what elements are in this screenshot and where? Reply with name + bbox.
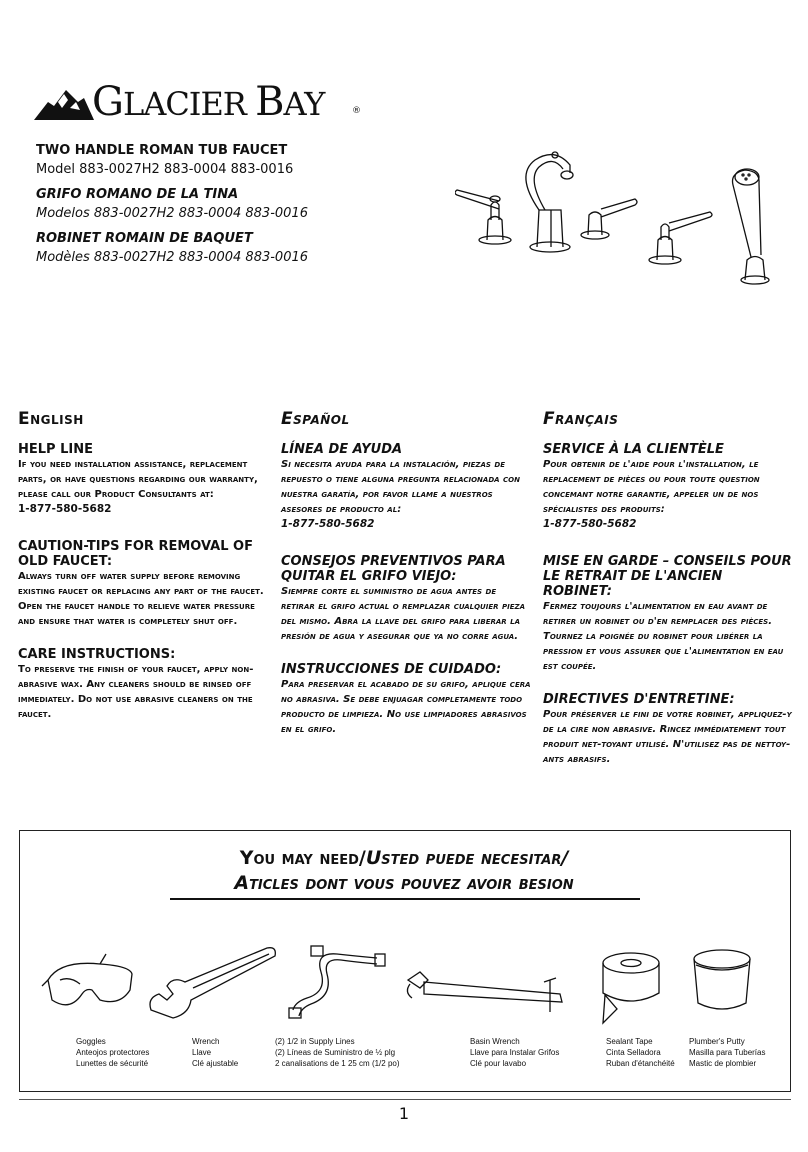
language-heading: English — [18, 409, 84, 429]
section-title: INSTRUCCIONES DE CUIDADO: — [281, 662, 502, 677]
language-heading: Français — [543, 409, 619, 429]
section-title: CAUTION-TIPS FOR REMOVAL OF OLD FAUCET: — [18, 539, 253, 569]
tool-caption-wrench: Wrench Llave Clé ajustable — [192, 1037, 239, 1068]
tools-title-line2: Aticles dont vous pouvez avoir besion — [234, 872, 574, 894]
column-spanish — [281, 408, 531, 737]
title-french: ROBINET ROMAIN DE BAQUET — [36, 231, 253, 246]
column-french — [543, 408, 793, 767]
mountain-logo-icon — [34, 88, 94, 120]
section-title: SERVICE À LA CLIENTÈLE — [543, 442, 724, 457]
section-title: CARE INSTRUCTIONS: — [18, 647, 176, 662]
sealant-tape-icon — [595, 945, 670, 1030]
section-body: Pour préserver le fini de votre robinet, appliquez-y de la cire non abrasive. Rincez immédiatement tout produit net-toyant utilisé. N'utilisez pas de nettoy-ants abrasifs. — [543, 709, 792, 765]
language-heading: Español — [281, 409, 350, 429]
tool-caption-supply-lines: (2) 1/2 in Supply Lines (2) Líneas de Suministro de ½ plg 2 canalisations de 1 25 cm (1/2 po) — [275, 1037, 400, 1068]
title-english: TWO HANDLE ROMAN TUB FAUCET — [36, 143, 288, 158]
tool-caption-goggles: Goggles Anteojos protectores Lunettes de sécurité — [76, 1037, 150, 1068]
basin-wrench-icon — [400, 958, 580, 1018]
model-french: Modèles 883-0027H2 883-0004 883-0016 — [36, 250, 309, 265]
model-english: Model 883-0027H2 883-0004 883-0016 — [36, 162, 294, 177]
plumbers-putty-icon — [688, 945, 758, 1030]
phone-number: 1-877-580-5682 — [543, 518, 637, 530]
faucet-illustration — [455, 135, 795, 295]
tool-caption-sealant-tape: Sealant Tape Cinta Selladora Ruban d'étanchéité — [606, 1037, 675, 1068]
section-title: LÍNEA DE AYUDA — [281, 442, 403, 457]
registered-mark: ® — [352, 106, 361, 116]
column-english — [18, 408, 268, 722]
tool-caption-plumbers-putty: Plumber's Putty Masilla para Tuberías Mastic de plombier — [689, 1037, 766, 1068]
section-title: MISE EN GARDE – CONSEILS POUR LE RETRAIT DE L'ANCIEN ROBINET: — [543, 554, 792, 599]
model-spanish: Modelos 883-0027H2 883-0004 883-0016 — [36, 206, 308, 221]
section-body: Always turn off water supply before removing existing faucet or replacing any part of the faucet. Open the faucet handle to relieve water pressure and ensure that water is completely shut off. — [18, 571, 264, 627]
section-title: DIRECTIVES D'ENTRETINE: — [543, 692, 735, 707]
tools-title-line1: You may need/Usted puede necesitar/ — [239, 847, 569, 869]
section-body: Si necesita ayuda para la instalación, piezas de repuesto o tiene alguna pregunta relacionada con nuestra garatía, por favor llame a nuestros asesores de producto al: — [281, 459, 520, 515]
phone-number: 1-877-580-5682 — [18, 503, 112, 515]
title-spanish: GRIFO ROMANO DE LA TINA — [36, 187, 239, 202]
section-body: Para preservar el acabado de su grifo, aplique cera no abrasiva. Se debe enjuagar completamente todo producto de limpieza. No use limpiadores abrasivos en el grifo. — [281, 679, 531, 735]
brand-wordmark: GLACIER BAY — [92, 79, 325, 125]
section-body: Pour obtenir de l'aide pour l'installation, le replacement de pièces ou pour toute question concemant notre garantie, appeler un de nos spécialistes des produits: — [543, 459, 760, 515]
phone-number: 1-877-580-5682 — [281, 518, 375, 530]
page-number: 1 — [398, 1104, 410, 1123]
footer-rule — [19, 1099, 791, 1100]
goggles-icon — [40, 950, 140, 1020]
section-body: Siempre corte el suministro de agua antes de retirar el grifo actual o remplazar cualquier pieza del mismo. Abra la llave del grifo para liberar la presión de agua y asegurar que ya no corre agua. — [281, 586, 525, 642]
supply-lines-icon — [285, 938, 395, 1028]
wrench-icon — [143, 938, 283, 1028]
section-title: HELP LINE — [18, 442, 93, 457]
section-body: To preserve the finish of your faucet, apply non-abrasive wax. Any cleaners should be rinsed off immediately. Do not use abrasive cleaners on the faucet. — [18, 664, 254, 720]
section-body: Fermez toujours l'alimentation en eau avant de retirer un robinet ou d'en remplacer des pièces. Tournez la poignée du robinet pour libérer la pression et vous assurer que l'alimentation en eau est coupée. — [543, 601, 784, 672]
title-underline — [170, 898, 640, 900]
brand-logo — [34, 78, 374, 126]
section-title: CONSEJOS PREVENTIVOS PARA QUITAR EL GRIFO VIEJO: — [281, 554, 506, 584]
tool-caption-basin-wrench: Basin Wrench Llave para Instalar Grifos Clé pour lavabo — [470, 1037, 560, 1068]
section-body: If you need installation assistance, replacement parts, or have questions regarding our warranty, please call our Product Consultants at: — [18, 459, 258, 500]
